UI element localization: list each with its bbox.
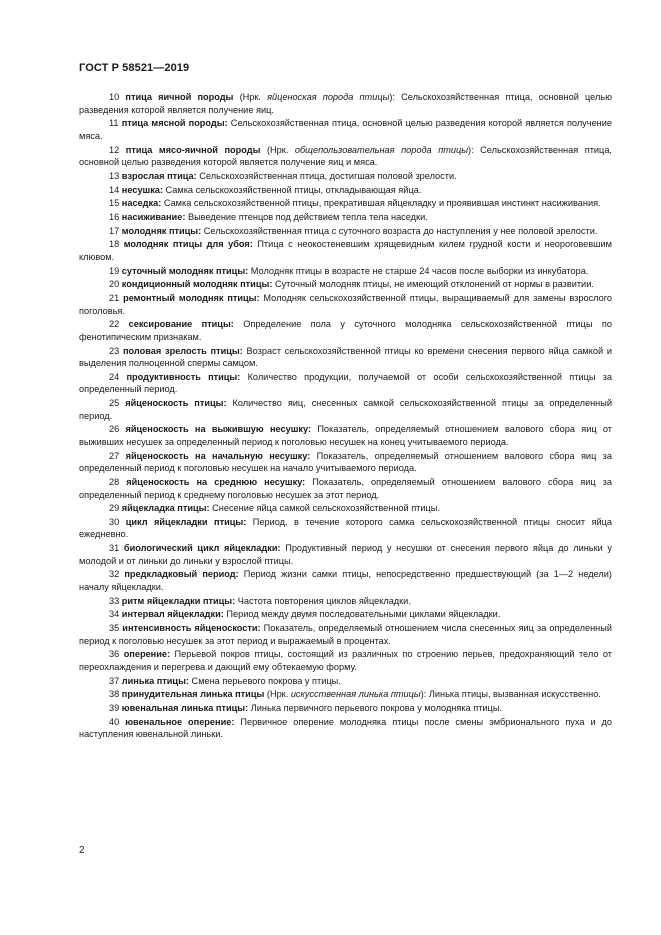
term-entry [79,170,612,183]
term-definition: Сельскохозяйственная птица, основной целью разведения которой является получение яиц и мяса. [79,144,612,168]
term-name: несушка: [121,184,163,195]
term-definition: Самка сельскохозяйственной птицы, прекратившая яйцекладку и проявившая инстинкт насиживания. [161,198,601,209]
term-number: 21 [109,292,120,303]
term-number: 24 [109,371,120,382]
deprecated-synonym: общепользовательная порода птицы [294,144,469,155]
term-name: ювенальная линька птицы: [121,703,249,714]
term-entry [79,675,612,688]
term-entry [79,238,612,263]
term-name: суточный молодняк птицы: [121,265,249,276]
term-entry [79,371,612,396]
term-entry [79,608,612,621]
term-entry [79,423,612,448]
term-entry [79,397,612,422]
term-definition: Количество продукции, получаемой от особи сельскохозяйственной птицы за определенный период. [79,371,613,395]
term-name: кондиционный молодняк птицы: [121,279,273,290]
term-entry [79,450,612,475]
term-definition: Показатель, определяемый отношением валового сбора яиц за определенный период к среднему поголовью несушек за этот период. [79,476,612,500]
term-number: 17 [109,225,120,236]
term-name: сексирование птицы: [128,319,234,330]
term-number: 20 [109,279,120,290]
term-definition: Птица с неокостеневшим хрящевидным килем грудной кости и неороговевшим клювом. [79,239,612,262]
term-definition: Период, в течение которого самка сельскохозяйственной птицы сносит яйца ежедневно. [79,516,612,540]
term-number: 22 [109,319,120,330]
term-number: 14 [109,184,120,195]
standard-header: ГОСТ Р 58521—2019 [79,62,190,74]
term-entry [79,144,612,169]
term-definition: Определение пола у суточного молодняка сельскохозяйственной птицы по фенотипическим признакам. [79,319,612,342]
term-entry [79,622,612,647]
term-number: 32 [109,569,120,580]
term-definition: Сельскохозяйственная птица, основной целью разведения которой является получение яиц. [79,92,612,115]
term-name: насиживание: [121,211,186,222]
term-definition: Перьевой покров птицы, состоящий из различных по строению перьев, предохраняющий тело от переохлаждения и перегрева и дающий ему обтекаемую форму. [79,649,612,672]
term-name: предкладковый период: [124,569,239,580]
term-number: 34 [109,609,120,620]
term-definition: Линька первичного перьевого покрова у молодняка птицы. [248,703,502,714]
term-name: яйценоскость на начальную несушку: [125,450,311,461]
term-definition: Показатель, определяемый отношением валового сбора яиц за определенный период к поголовью несушек на начало учитываемого периода. [79,450,612,474]
synonym-suffix: ): [389,92,402,102]
term-definition: Сельскохозяйственная птица с суточного возраста до наступления у нее половой зрелости. [201,225,598,236]
term-name: птица яичной породы [125,92,234,102]
term-definition: Сельскохозяйственная птица, основной целью разведения которой является получение мяса. [79,118,612,141]
term-definition: Сельскохозяйственная птица, достигшая половой зрелости. [196,170,457,181]
term-definition: Количество яиц, снесенных самкой сельскохозяйственной птицы за определенный период. [79,398,612,421]
synonym-suffix: ): [420,689,429,700]
term-definition: Возраст сельскохозяйственной птицы ко времени снесения первого яйца самкой и выделения полноценной спермы самцом. [79,345,612,369]
term-definition: Частота повторения циклов яйцекладки. [235,595,411,606]
deprecated-synonym: яйценоская порода птицы [267,92,390,102]
term-number: 18 [109,239,120,250]
term-number: 36 [109,649,120,660]
term-definition: Показатель, определяемый отношением валового сбора яиц от выживших несушек за определенный период к поголовью несушек на конец учитываемого периода. [79,424,612,447]
term-name: ремонтный молодняк птицы: [123,292,260,303]
term-number: 10 [109,92,120,102]
term-name: цикл яйцекладки птицы: [125,516,247,527]
term-entry [79,716,612,741]
term-entry [79,117,612,142]
term-name: птица мясной породы: [121,118,228,129]
term-definition: Смена перьевого покрова у птицы. [189,675,341,686]
term-number: 13 [109,170,120,181]
term-number: 23 [109,345,120,356]
term-number: 15 [109,198,120,209]
term-number: 26 [109,424,120,435]
term-definition: Суточный молодняк птицы, не имеющий отклонений от нормы в развитии. [272,279,594,290]
term-entry [79,568,612,593]
term-entry [79,516,612,541]
term-name: молодняк птицы для убоя: [123,239,253,250]
term-entry [79,648,612,673]
term-number: 29 [109,503,120,514]
terms-list [79,91,612,742]
term-entry [79,197,612,210]
term-entry [79,184,612,197]
term-entry [79,265,612,278]
term-entry [79,318,612,343]
term-number: 11 [109,118,119,129]
term-number: 27 [109,450,120,461]
synonym-prefix: (Нрк. [264,689,291,700]
term-number: 33 [109,595,120,606]
term-definition: Линька птицы, вызванная искусственно. [428,689,601,700]
term-number: 40 [109,716,120,727]
term-definition: Молодняк птицы в возрасте не старше 24 часов после выборки из инкубатора. [248,265,589,276]
term-name: яйценоскость на выжившую несушку: [125,424,312,435]
term-entry [79,595,612,608]
term-name: интервал яйцекладки: [121,609,224,620]
term-number: 38 [109,689,120,700]
term-definition: Первичное оперение молодняка птицы после смены эмбрионального пуха и до наступления ювенальной линьки. [79,716,612,740]
term-name: интенсивность яйценоскости: [122,623,261,634]
term-definition: Самка сельскохозяйственной птицы, откладывающая яйца. [162,184,422,195]
term-entry [79,542,612,567]
term-name: наседка: [121,198,162,209]
term-name: взрослая птица: [121,170,197,181]
term-definition: Выведение птенцов под действием тепла тела наседки. [185,211,428,222]
term-entry [79,91,612,116]
term-definition: Период жизни самки птицы, непосредственно предшествующий (за 1—2 недели) началу яйцекладки. [79,569,612,593]
synonym-suffix: ): [468,144,481,155]
term-entry [79,476,612,501]
term-number: 16 [109,211,120,222]
term-number: 28 [109,476,120,487]
term-name: ритм яйцекладки птицы: [121,595,236,606]
term-definition: Показатель, определяемый отношением числа снесенных яиц за определенный период к поголовью несушек за этот период и выражаемый в процентах. [79,623,612,646]
term-name: оперение: [123,649,171,660]
page-number: 2 [79,845,85,856]
term-definition: Период между двумя последовательными циклами яйцекладки. [223,609,501,620]
term-name: биологический цикл яйцекладки: [123,543,281,554]
synonym-prefix: (Нрк. [233,92,268,102]
term-number: 35 [109,623,120,634]
term-name: молодняк птицы: [121,225,202,236]
term-number: 31 [109,543,120,554]
term-number: 39 [109,703,120,714]
term-name: продуктивность птицы: [126,371,241,382]
term-entry [79,278,612,291]
term-number: 37 [109,675,120,686]
term-entry [79,345,612,370]
term-entry [79,688,612,701]
term-name: яйценоскость птицы: [125,398,227,409]
term-entry [79,211,612,224]
term-name: ювенальное оперение: [125,716,235,727]
term-entry [79,292,612,317]
term-name: половая зрелость птицы: [123,345,243,356]
term-name: яйценоскость на среднюю несушку: [126,476,306,487]
term-entry [79,225,612,238]
term-name: принудительная линька птицы [121,689,265,700]
term-definition: Молодняк сельскохозяйственной птицы, выращиваемый для замены взрослого поголовья. [79,292,612,316]
term-entry [79,702,612,715]
term-number: 25 [109,398,120,409]
synonym-prefix: (Нрк. [260,144,295,155]
term-name: линька птицы: [121,675,189,686]
term-definition: Снесение яйца самкой сельскохозяйственной птицы. [209,503,440,514]
term-number: 12 [109,144,120,155]
term-number: 30 [109,516,120,527]
term-definition: Продуктивный период у несушки от снесения первого яйца до линьки у молодой и от линьки до линьки у взрослой птицы. [79,543,612,566]
deprecated-synonym: искусственная линька птицы [290,689,421,700]
term-entry [79,502,612,515]
term-name: яйцекладка птицы: [121,503,210,514]
term-number: 19 [109,265,120,276]
term-name: птица мясо-яичной породы [125,144,261,155]
